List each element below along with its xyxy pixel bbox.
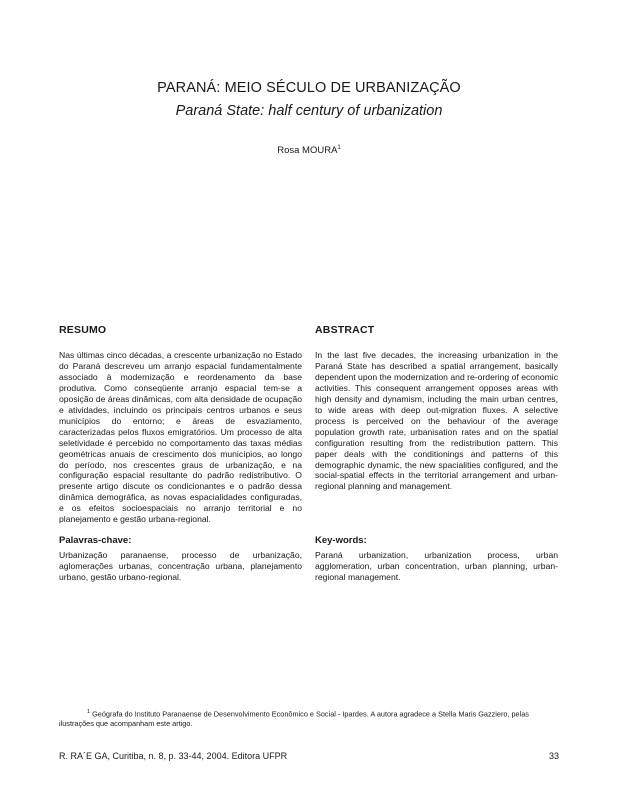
palavras-chave-section xyxy=(59,535,302,546)
footnote-mark: 1 xyxy=(87,709,91,715)
footnote xyxy=(59,707,559,729)
abstract-text: In the last five decades, the increasing urbanization in the Paraná State has described a spatial arrangement, basically dependent upon the modernization and re-ordering of economic activities. This consequent arrangement opposes areas with high density and dynamism, including the main urban centres, to wide areas with deep out-migration fluxes. A selective process is perceived on the behaviour of the average population growth rate, urbanisation rates and on the spatial configuration resulting from the redistribution pattern. This paper deals with the conditionings and patterns of this demographic dynamic, the new spacialities configured, and the social-spatial effects in the territorial arrangement and urban-regional planning and management. xyxy=(315,350,558,492)
palavras-chave-text: Urbanização paranaense, processo de urbanização, aglomerações urbanas, concentração urbana, planejamento urbano, gestão urbano-regional. xyxy=(59,550,302,582)
keywords-text: Paraná urbanization, urbanization process, urban agglomeration, urban concentration, urban planning, urban-regional management. xyxy=(315,550,558,582)
keywords-heading: Key-words: xyxy=(315,535,367,546)
journal-citation: R. RA´E GA, Curitiba, n. 8, p. 33-44, 2004. Editora UFPR xyxy=(59,751,288,761)
keywords-section xyxy=(315,535,558,546)
resumo-text: Nas últimas cinco décadas, a crescente urbanização no Estado do Paraná descreveu um arranjo espacial fundamentalmente associado à modernização e reordenamento da base produtiva. Como conseqüente arranjo espacial tem-se a oposição de áreas dinâmicas, com alta densidade de ocupação e atividades, incluindo os principais centros urbanos e seus municípios do entorno; e áreas de esvaziamento, caracterizadas pelos fluxos emigratórios. Um processo de alta seletividade é percebido no comportamento das taxas médias geométricas anuais de crescimento dos municípios, ao longo do período, nos crescentes graus de urbanização, e na configuração espacial resultante do padrão redistributivo. O presente artigo discute os condicionantes e o padrão dessa dinâmica demográfica, as novas espacialidades configuradas, e os efeitos socioespaciais no arranjo territorial e no planejamento e gestão urbana-regional. xyxy=(59,350,302,525)
article-subtitle: Paraná State: half century of urbanization xyxy=(175,103,443,119)
resumo-section xyxy=(59,324,302,336)
palavras-chave-heading: Palavras-chave: xyxy=(59,535,132,546)
author-line xyxy=(0,145,618,156)
author-name: Rosa MOURA xyxy=(277,145,338,157)
page-number: 33 xyxy=(548,751,559,761)
abstract-heading: ABSTRACT xyxy=(315,324,375,336)
resumo-heading: RESUMO xyxy=(59,324,107,336)
footnote-text: Geógrafa do Instituto Paranaense de Desenvolvimento Econômico e Social - Ipardes. A autora agradece a Stella Maris Gazziero, pelas ilustrações que acompanham este artigo. xyxy=(59,709,529,729)
abstract-section xyxy=(315,324,558,336)
article-title: PARANÁ: MEIO SÉCULO DE URBANIZAÇÃO xyxy=(157,80,461,96)
author-footnote-mark: 1 xyxy=(337,145,341,151)
